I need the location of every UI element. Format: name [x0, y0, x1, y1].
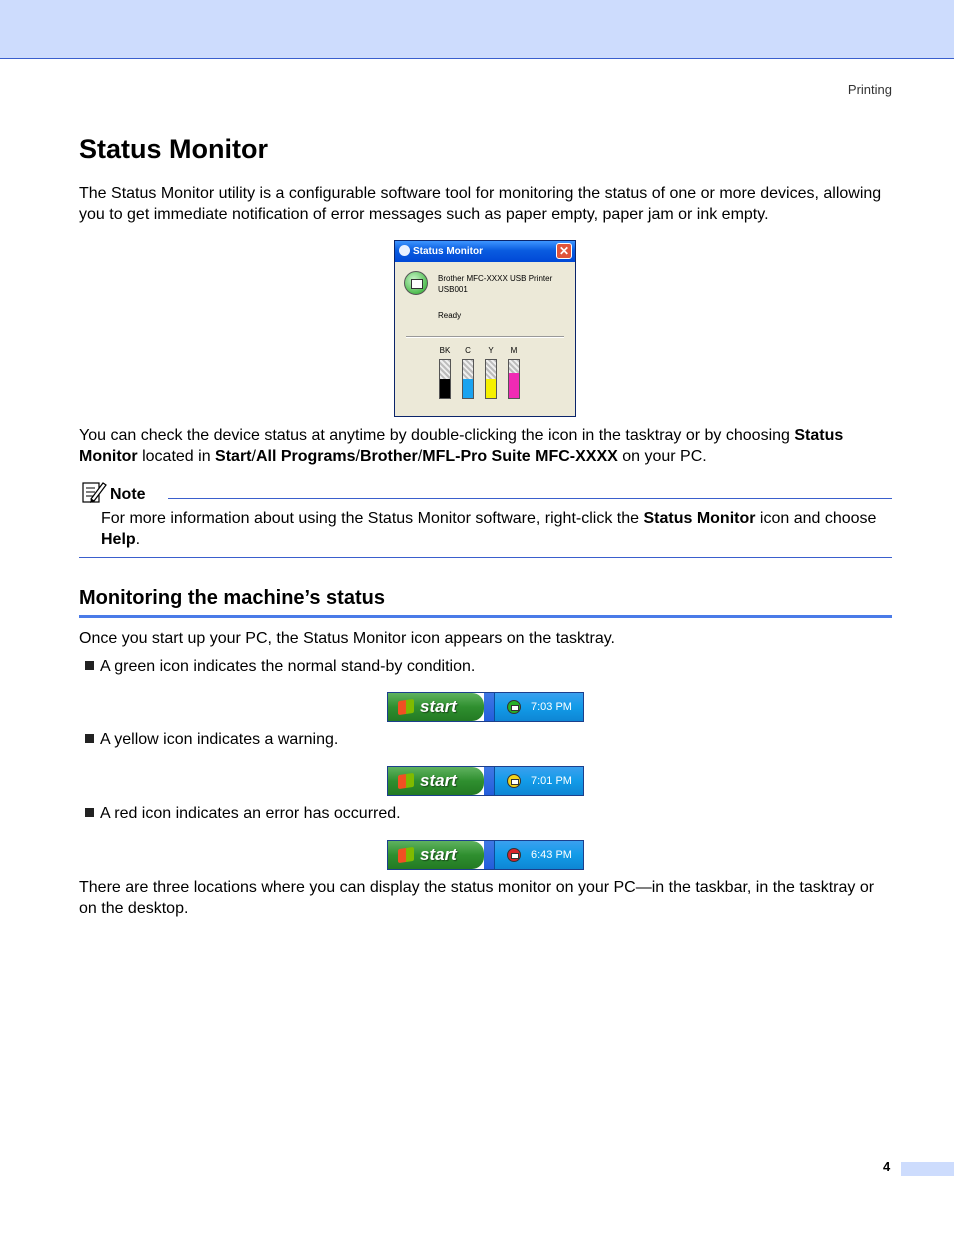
locations-paragraph: There are three locations where you can display the status monitor on your PC—in the taskbar, in the tasktray or on the desktop.: [79, 879, 875, 917]
taskbar-divider: [484, 841, 494, 869]
bullet-item: [85, 805, 401, 823]
page-number: 4: [883, 1159, 891, 1174]
device-name: Brother MFC-XXXX USB Printer: [438, 274, 553, 283]
intro-paragraph: The Status Monitor utility is a configurable software tool for monitoring the status of one or more devices, allowing you to get immediate notification of error messages such as paper empty, paper jam or ink empty.: [79, 185, 882, 223]
ink-level-bk: [439, 359, 451, 399]
bullet-item: [85, 731, 338, 749]
status-monitor-green-icon[interactable]: [507, 700, 521, 714]
status-monitor-icon: [399, 245, 410, 256]
note-label: Note: [110, 486, 146, 503]
bold-text: Status Monitor: [643, 510, 756, 527]
bold-text: All Programs: [255, 447, 356, 465]
device-info: [438, 273, 552, 295]
note-top-rule: [168, 498, 892, 499]
start-label: start: [420, 845, 457, 864]
section-label: Printing: [847, 82, 892, 97]
ink-level-m: [508, 359, 520, 399]
bullet-text: A green icon indicates the normal stand-by condition.: [100, 658, 476, 675]
text: /: [355, 447, 360, 465]
status-monitor-yellow-icon[interactable]: [507, 774, 521, 788]
ink-fill-y: [486, 379, 496, 398]
printer-status-icon: [404, 271, 428, 295]
window-titlebar: [395, 241, 575, 262]
device-status: Ready: [438, 311, 462, 320]
tasktray: [494, 693, 583, 721]
clock: 7:03 PM: [531, 701, 572, 713]
bold-text: Status Monitor: [79, 427, 844, 465]
text: /: [251, 447, 256, 465]
clock: 6:43 PM: [531, 849, 572, 861]
clock: 7:01 PM: [531, 775, 572, 787]
text: For more information about using the Status Monitor software, right-click the: [101, 510, 644, 527]
bullet-marker: [85, 661, 94, 670]
ink-label-m: M: [510, 346, 518, 355]
taskbar-green: [387, 692, 584, 722]
ink-label-y: Y: [488, 346, 494, 355]
page-tab: [901, 1162, 954, 1176]
status-monitor-red-icon[interactable]: [507, 848, 521, 862]
ink-fill-bk: [440, 379, 450, 398]
ink-label-bk: BK: [439, 346, 451, 355]
bullet-text: A red icon indicates an error has occurred.: [100, 805, 401, 822]
bold-text: Start: [215, 447, 252, 465]
device-port: USB001: [438, 285, 468, 294]
ink-label-c: C: [465, 346, 471, 355]
taskbar-red: [387, 840, 584, 870]
start-label: start: [420, 697, 457, 716]
start-button[interactable]: [388, 693, 484, 721]
tasktray-paragraph: Once you start up your PC, the Status Monitor icon appears on the tasktray.: [79, 630, 615, 647]
ink-level-c: [462, 359, 474, 399]
status-monitor-window: [394, 240, 576, 417]
taskbar-yellow: [387, 766, 584, 796]
note-bottom-rule: [79, 557, 892, 558]
device-status-paragraph: [79, 426, 894, 467]
start-button[interactable]: [388, 767, 484, 795]
text: located in: [137, 447, 216, 465]
close-icon[interactable]: ✕: [556, 243, 572, 259]
windows-logo-icon: [398, 699, 414, 715]
bullet-item: [85, 658, 475, 676]
window-title: Status Monitor: [413, 246, 483, 257]
window-body: [398, 263, 572, 413]
bold-text: MFL-Pro Suite MFC-XXXX: [422, 447, 618, 465]
bold-text: Brother: [360, 447, 418, 465]
tasktray: [494, 767, 583, 795]
windows-logo-icon: [398, 847, 414, 863]
note-text: [101, 508, 892, 550]
start-button[interactable]: [388, 841, 484, 869]
text: You can check the device status at anytime by double-clicking the icon in the tasktray or by choosing: [79, 427, 795, 444]
start-label: start: [420, 771, 457, 790]
note-pencil-icon: [81, 480, 107, 504]
bullet-text: A yellow icon indicates a warning.: [100, 731, 339, 748]
bullet-marker: [85, 734, 94, 743]
header-band: [0, 0, 954, 59]
ink-fill-m: [509, 373, 519, 398]
taskbar-divider: [484, 693, 494, 721]
section-heading: Monitoring the machine’s status: [79, 587, 385, 609]
text: .: [135, 531, 141, 548]
ink-level-y: [485, 359, 497, 399]
tasktray: [494, 841, 583, 869]
page-title: Status Monitor: [79, 134, 268, 164]
text: /: [417, 447, 423, 465]
windows-logo-icon: [398, 773, 414, 789]
bullet-marker: [85, 808, 94, 817]
taskbar-divider: [484, 767, 494, 795]
heading-underline: [79, 615, 892, 618]
text: on your PC.: [617, 447, 707, 465]
text: icon and choose: [755, 510, 877, 527]
ink-fill-c: [463, 379, 473, 398]
divider: [406, 336, 564, 338]
bold-text: Help: [101, 531, 136, 548]
